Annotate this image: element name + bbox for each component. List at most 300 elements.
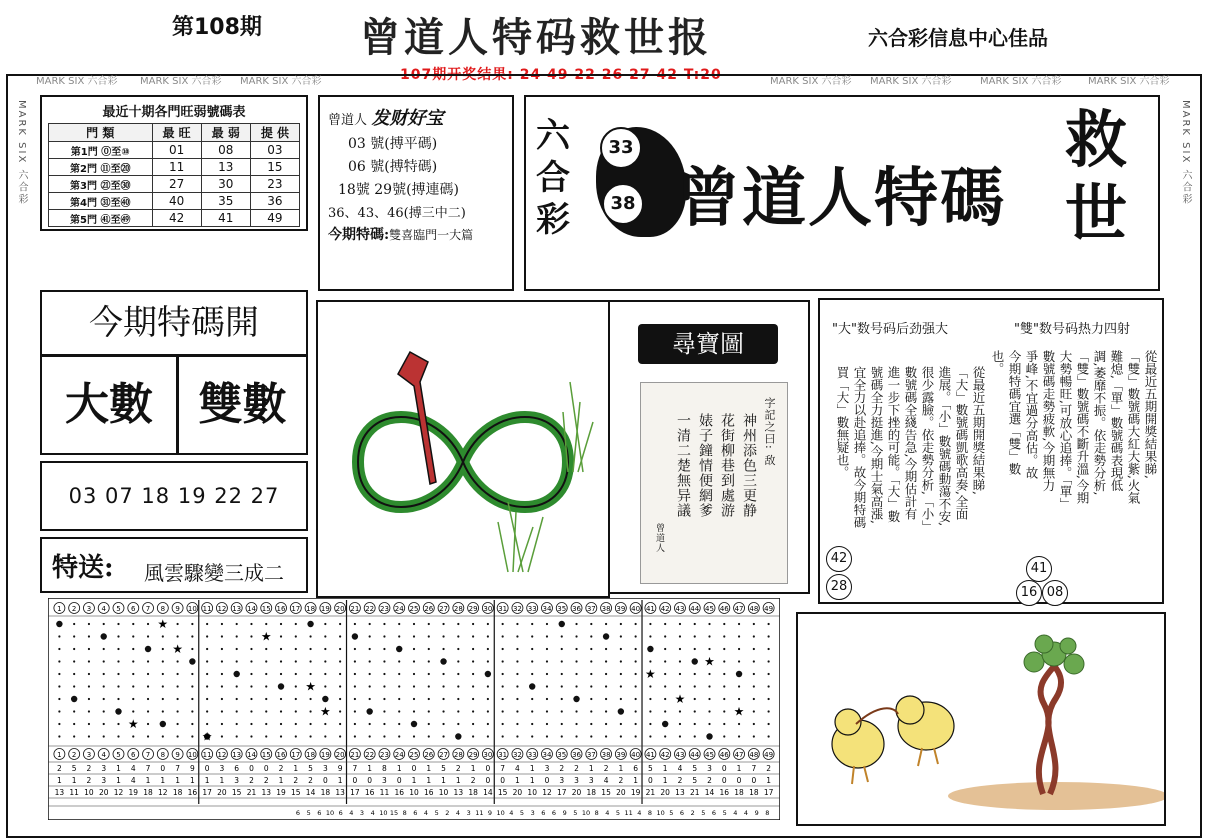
header-number: 33 xyxy=(527,605,537,613)
grid-dot xyxy=(324,673,326,675)
footer-value: 6 xyxy=(413,809,418,817)
stat-value: 13 xyxy=(54,788,65,797)
footer-value: 9 xyxy=(562,809,567,817)
grid-dot xyxy=(457,723,459,725)
table-title: 最近十期各門旺弱號碼表 xyxy=(102,105,246,120)
header-number: 2 xyxy=(71,751,77,759)
footer-value: 6 xyxy=(711,809,717,817)
stat-value: 1 xyxy=(56,776,62,785)
analysis-right-col-3: 難熄,「單」數號碼表現低 xyxy=(1109,350,1124,492)
zdr-header xyxy=(328,104,504,130)
grid-dot xyxy=(708,623,710,625)
footer-value: 15 xyxy=(389,809,399,817)
grid-dot xyxy=(221,723,223,725)
grid-dot xyxy=(309,673,311,675)
grid-dot xyxy=(369,648,371,650)
grid-dot xyxy=(221,660,223,662)
header-number: 6 xyxy=(131,605,136,613)
grid-dot xyxy=(649,698,651,700)
grid-dot xyxy=(605,735,607,737)
grid-dot xyxy=(531,698,533,700)
grid-dot xyxy=(679,648,681,650)
grid-dot-hit xyxy=(189,658,195,664)
grid-dot-hit xyxy=(322,696,328,702)
grid-dot xyxy=(590,623,592,625)
zdr-author-name: 发财好宝 xyxy=(371,108,444,129)
stat-value: 7 xyxy=(751,764,757,773)
grid-dot xyxy=(280,698,282,700)
grid-dot xyxy=(575,723,577,725)
table-row xyxy=(49,193,300,210)
grid-dot xyxy=(295,735,297,737)
grid-dot xyxy=(561,698,563,700)
header-number: 45 xyxy=(705,751,714,759)
grid-dot xyxy=(354,673,356,675)
grid-dot xyxy=(768,723,770,725)
grid-dot xyxy=(723,698,725,700)
grid-star-icon: ★ xyxy=(260,629,272,644)
footer-value: 5 xyxy=(669,809,674,817)
stat-value: 1 xyxy=(766,776,772,785)
footer-value: 5 xyxy=(722,809,727,817)
footer-value: 10 xyxy=(379,809,388,817)
top-strip-right-2: MARK SIX 六合彩 xyxy=(870,76,952,87)
grid-dot-hit xyxy=(101,633,107,639)
grid-dot xyxy=(88,673,90,675)
grid-star-icon: ★ xyxy=(704,654,715,669)
stat-value: 2 xyxy=(249,776,254,785)
grid-dot xyxy=(250,648,252,650)
grid-dot xyxy=(339,623,341,625)
side-strip-left: MARK SIX 六合彩 xyxy=(16,100,27,206)
grid-dot xyxy=(103,660,105,662)
grid-dot xyxy=(221,710,223,712)
grid-dot xyxy=(442,623,444,625)
grid-dot xyxy=(295,648,297,650)
offer-cell: 36 xyxy=(250,193,299,210)
grid-dot xyxy=(472,735,474,737)
grid-dot xyxy=(664,673,666,675)
grid-dot xyxy=(309,710,311,712)
header-number: 15 xyxy=(261,605,271,613)
grid-dot xyxy=(694,685,696,687)
analysis-ball: 28 xyxy=(826,574,852,600)
footer-value: 4 xyxy=(455,809,461,817)
stat-value: 1 xyxy=(219,776,225,785)
header-number: 9 xyxy=(175,605,180,613)
grid-dot xyxy=(221,673,223,675)
grid-dot-hit xyxy=(145,646,151,652)
grid-dot xyxy=(191,698,193,700)
grid-dot xyxy=(442,698,444,700)
header-number: 26 xyxy=(424,751,434,759)
weak-cell: 30 xyxy=(201,176,250,193)
grid-dot xyxy=(457,660,459,662)
stat-value: 18 xyxy=(468,788,478,797)
grid-dot xyxy=(442,735,444,737)
grid-dot xyxy=(250,723,252,725)
grid-dot xyxy=(457,698,459,700)
footer-value: 6 xyxy=(679,809,685,817)
grid-dot xyxy=(516,623,518,625)
grid-dot xyxy=(679,673,681,675)
stat-value: 20 xyxy=(616,788,626,797)
grid-dot-hit xyxy=(56,621,62,627)
grid-dot xyxy=(502,635,504,637)
grid-dot xyxy=(753,698,755,700)
grid-dot xyxy=(73,723,75,725)
grid-dot xyxy=(324,660,326,662)
footer-value: 10 xyxy=(496,809,505,817)
grid-dot xyxy=(191,710,193,712)
stat-value: 16 xyxy=(364,788,375,797)
grid-dot xyxy=(753,723,755,725)
grid-dot xyxy=(708,710,710,712)
stat-value: 18 xyxy=(143,788,153,797)
grid-dot xyxy=(531,635,533,637)
grid-dot xyxy=(176,723,178,725)
header-number: 20 xyxy=(335,751,345,759)
stat-value: 20 xyxy=(660,788,670,797)
grid-dot xyxy=(679,685,681,687)
grid-dot xyxy=(561,660,563,662)
grid-dot xyxy=(442,648,444,650)
grid-dot xyxy=(723,685,725,687)
grid-dot xyxy=(546,673,548,675)
grid-dot xyxy=(502,698,504,700)
grid-dot xyxy=(58,673,60,675)
grid-dot xyxy=(428,735,430,737)
grid-dot xyxy=(88,710,90,712)
grid-star-icon: ★ xyxy=(305,679,316,694)
stat-value: 20 xyxy=(571,788,582,797)
stat-value: 21 xyxy=(246,788,257,797)
poem-line-1: 神州添色三更静 xyxy=(741,413,757,518)
header-number: 29 xyxy=(468,605,478,613)
grid-dot xyxy=(561,648,563,650)
grid-dot xyxy=(502,710,504,712)
header-number: 24 xyxy=(394,751,404,759)
grid-dot xyxy=(369,623,371,625)
grid-dot xyxy=(738,735,740,737)
grid-dot xyxy=(265,698,267,700)
footer-value: 11 xyxy=(475,809,484,817)
footer-value: 6 xyxy=(551,809,557,817)
grid-dot xyxy=(383,648,385,650)
analysis-right-col-10: 也。 xyxy=(990,350,1005,375)
stat-value: 3 xyxy=(219,764,225,773)
grid-dot xyxy=(605,685,607,687)
stat-value: 5 xyxy=(441,764,446,773)
grid-dot xyxy=(649,735,651,737)
special-gift-label: 特送: xyxy=(52,553,114,583)
grid-dot-hit xyxy=(440,658,446,664)
top-strip-right-3: MARK SIX 六合彩 xyxy=(980,76,1062,87)
grid-dot xyxy=(457,635,459,637)
grid-dot xyxy=(635,660,637,662)
header-number: 25 xyxy=(409,751,419,759)
weak-cell: 35 xyxy=(201,193,250,210)
grid-dot xyxy=(649,723,651,725)
grid-dot xyxy=(191,623,193,625)
trend-grid-svg xyxy=(48,598,780,820)
stat-value: 0 xyxy=(204,764,210,773)
stat-value: 19 xyxy=(276,788,286,797)
stat-value: 6 xyxy=(633,764,639,773)
grid-dot xyxy=(191,723,193,725)
grid-dot xyxy=(413,648,415,650)
stat-value: 3 xyxy=(559,776,565,785)
header-number: 26 xyxy=(424,605,434,613)
header-number: 21 xyxy=(350,751,360,759)
grid-dot xyxy=(339,660,341,662)
grid-dot xyxy=(649,685,651,687)
grid-dot xyxy=(635,685,637,687)
grid-dot xyxy=(531,623,533,625)
grid-dot xyxy=(635,710,637,712)
header-number: 21 xyxy=(350,605,360,613)
stat-value: 1 xyxy=(411,776,417,785)
stat-value: 1 xyxy=(367,764,373,773)
grid-dot xyxy=(413,673,415,675)
stat-value: 5 xyxy=(692,764,698,773)
masthead-title: 曾道人特码救世报 xyxy=(360,14,712,61)
grid-dot xyxy=(265,723,267,725)
hot-cell: 42 xyxy=(152,210,201,227)
stat-value: 10 xyxy=(527,788,537,797)
analysis-right-col-7: 數號碼走勢疲軟,今期無力 xyxy=(1041,350,1056,492)
door-table xyxy=(48,123,300,227)
stat-value: 0 xyxy=(263,764,269,773)
grid-dot xyxy=(531,735,533,737)
header-number: 45 xyxy=(705,605,714,613)
grid-dot xyxy=(649,635,651,637)
grid-dot xyxy=(162,710,164,712)
grid-dot xyxy=(561,735,563,737)
stat-value: 15 xyxy=(231,788,242,797)
stat-value: 10 xyxy=(84,788,94,797)
grid-dot xyxy=(354,698,356,700)
grid-dot xyxy=(620,735,622,737)
grid-dot xyxy=(694,635,696,637)
analysis-left-col-5: 數號碼全綫告急,今期估計有 xyxy=(903,366,918,520)
grid-dot xyxy=(398,685,400,687)
grid-dot xyxy=(147,660,149,662)
grid-dot xyxy=(635,623,637,625)
special-gift-box xyxy=(40,537,308,593)
header-number: 20 xyxy=(335,605,345,613)
grid-dot xyxy=(176,635,178,637)
door-cell: 第3門 ㉑至㉚ xyxy=(49,176,153,193)
analysis-right-col-9: 今期特碼宜選「雙」數 xyxy=(1007,350,1022,475)
stat-value: 1 xyxy=(426,764,432,773)
header-number: 47 xyxy=(734,751,744,759)
stat-value: 14 xyxy=(704,788,715,797)
grid-dot-hit xyxy=(736,671,742,677)
grid-dot xyxy=(265,735,267,737)
stat-value: 1 xyxy=(426,776,432,785)
analysis-heading-big: "大"数号码后劲强大 xyxy=(832,322,948,337)
grid-dot xyxy=(457,710,459,712)
grid-dot xyxy=(664,660,666,662)
grid-dot xyxy=(472,723,474,725)
grid-dot xyxy=(708,685,710,687)
header-number: 41 xyxy=(645,605,655,613)
grid-dot xyxy=(531,660,533,662)
grid-dot xyxy=(73,735,75,737)
header-number: 38 xyxy=(601,751,611,759)
stat-value: 3 xyxy=(101,776,107,785)
grid-dot xyxy=(88,735,90,737)
grid-dot xyxy=(132,648,134,650)
stat-value: 5 xyxy=(692,776,698,785)
grid-dot xyxy=(383,623,385,625)
grid-dot xyxy=(250,623,252,625)
table-row xyxy=(49,210,300,227)
grid-dot xyxy=(58,660,60,662)
grid-dot xyxy=(768,660,770,662)
grid-dot xyxy=(176,685,178,687)
grid-dot xyxy=(147,710,149,712)
grid-dot xyxy=(708,635,710,637)
grid-dot xyxy=(354,623,356,625)
grid-dot xyxy=(73,635,75,637)
grid-dot xyxy=(369,735,371,737)
grid-dot xyxy=(561,635,563,637)
grid-dot xyxy=(605,648,607,650)
grid-dot xyxy=(487,698,489,700)
stat-value: 10 xyxy=(409,788,419,797)
grid-dot xyxy=(546,635,548,637)
grid-dot xyxy=(546,723,548,725)
grid-dot xyxy=(575,635,577,637)
grid-dot xyxy=(280,660,282,662)
header-number: 40 xyxy=(631,751,641,759)
header-number: 30 xyxy=(483,751,493,759)
stat-value: 3 xyxy=(707,764,712,773)
stat-value: 19 xyxy=(630,788,641,797)
banner-liuhecai: 六合彩 xyxy=(536,116,570,240)
zdr-tip-text: 雙喜臨門一大篇 xyxy=(389,228,474,242)
grid-dot xyxy=(280,723,282,725)
grid-dot xyxy=(694,698,696,700)
grid-dot xyxy=(472,660,474,662)
analysis-left-col-4: 很少露臉。依走勢分析,「小」 xyxy=(920,366,935,533)
grid-dot xyxy=(590,710,592,712)
stat-value: 12 xyxy=(158,788,168,797)
grid-dot xyxy=(753,735,755,737)
stat-value: 0 xyxy=(721,764,727,773)
grid-dot xyxy=(768,710,770,712)
grid-dot xyxy=(73,673,75,675)
analysis-heading-even: "雙"数号码热力四射 xyxy=(1014,322,1130,337)
grid-dot xyxy=(575,685,577,687)
header-number: 46 xyxy=(719,605,729,613)
header-number: 13 xyxy=(232,605,242,613)
analysis-left-col-2: 「大」數號碼凱歌高奏,全面 xyxy=(954,366,969,520)
grid-dot xyxy=(561,710,563,712)
grid-dot xyxy=(339,648,341,650)
grid-dot xyxy=(117,723,119,725)
grid-dot xyxy=(442,673,444,675)
grid-dot xyxy=(738,723,740,725)
grid-dot xyxy=(546,660,548,662)
grid-dot xyxy=(383,685,385,687)
grid-dot xyxy=(250,635,252,637)
header-number: 11 xyxy=(202,605,212,613)
banner-ball-1: 33 xyxy=(600,127,642,169)
grid-dot xyxy=(176,710,178,712)
stat-value: 11 xyxy=(69,788,79,797)
footer-value: 2 xyxy=(445,809,450,817)
grid-dot xyxy=(221,685,223,687)
grid-dot xyxy=(472,698,474,700)
grid-dot xyxy=(516,673,518,675)
stat-value: 1 xyxy=(618,764,624,773)
grid-dot xyxy=(753,635,755,637)
grid-dot xyxy=(236,623,238,625)
grid-dot xyxy=(309,698,311,700)
grid-dot xyxy=(753,660,755,662)
header-number: 17 xyxy=(291,751,301,759)
header-number: 4 xyxy=(101,605,106,613)
stat-value: 1 xyxy=(396,764,402,773)
stat-value: 1 xyxy=(633,776,639,785)
stat-value: 3 xyxy=(544,764,550,773)
footer-value: 4 xyxy=(637,809,642,817)
stat-value: 2 xyxy=(766,764,772,773)
grid-dot xyxy=(694,735,696,737)
analysis-right-col-4: 調,萎靡不振。依走勢分析, xyxy=(1092,350,1107,496)
analysis-left-col-9: 買「大」數無疑也。 xyxy=(835,366,850,479)
header-number: 23 xyxy=(379,605,389,613)
grid-dot xyxy=(354,660,356,662)
grid-dot xyxy=(132,660,134,662)
grid-dot xyxy=(428,648,430,650)
stat-value: 13 xyxy=(335,788,345,797)
grid-dot xyxy=(398,735,400,737)
grid-dot xyxy=(516,635,518,637)
grid-dot xyxy=(280,673,282,675)
stat-value: 1 xyxy=(662,764,668,773)
grid-dot-hit xyxy=(662,721,668,727)
weak-cell: 08 xyxy=(201,142,250,159)
header-number: 23 xyxy=(379,751,389,759)
grid-dot xyxy=(472,648,474,650)
grid-dot xyxy=(369,660,371,662)
masthead-subtitle: 六合彩信息中心佳品 xyxy=(868,26,1048,50)
header-number: 36 xyxy=(572,605,581,613)
grid-star-icon: ★ xyxy=(201,729,213,744)
grid-dot xyxy=(339,698,341,700)
stat-value: 16 xyxy=(424,788,434,797)
grid-dot xyxy=(295,723,297,725)
grid-dot xyxy=(162,660,164,662)
grid-dot-hit xyxy=(692,658,698,664)
grid-dot xyxy=(324,623,326,625)
stat-value: 0 xyxy=(544,776,550,785)
grid-dot xyxy=(546,710,548,712)
grid-dot xyxy=(324,685,326,687)
zdr-line-1: 03 號(搏平碼) xyxy=(348,136,438,152)
grid-dot xyxy=(132,685,134,687)
header-number: 12 xyxy=(217,751,227,759)
grid-dot xyxy=(708,648,710,650)
header-number: 48 xyxy=(749,605,759,613)
stat-value: 1 xyxy=(116,776,121,785)
grid-dot xyxy=(58,648,60,650)
grid-dot xyxy=(88,660,90,662)
